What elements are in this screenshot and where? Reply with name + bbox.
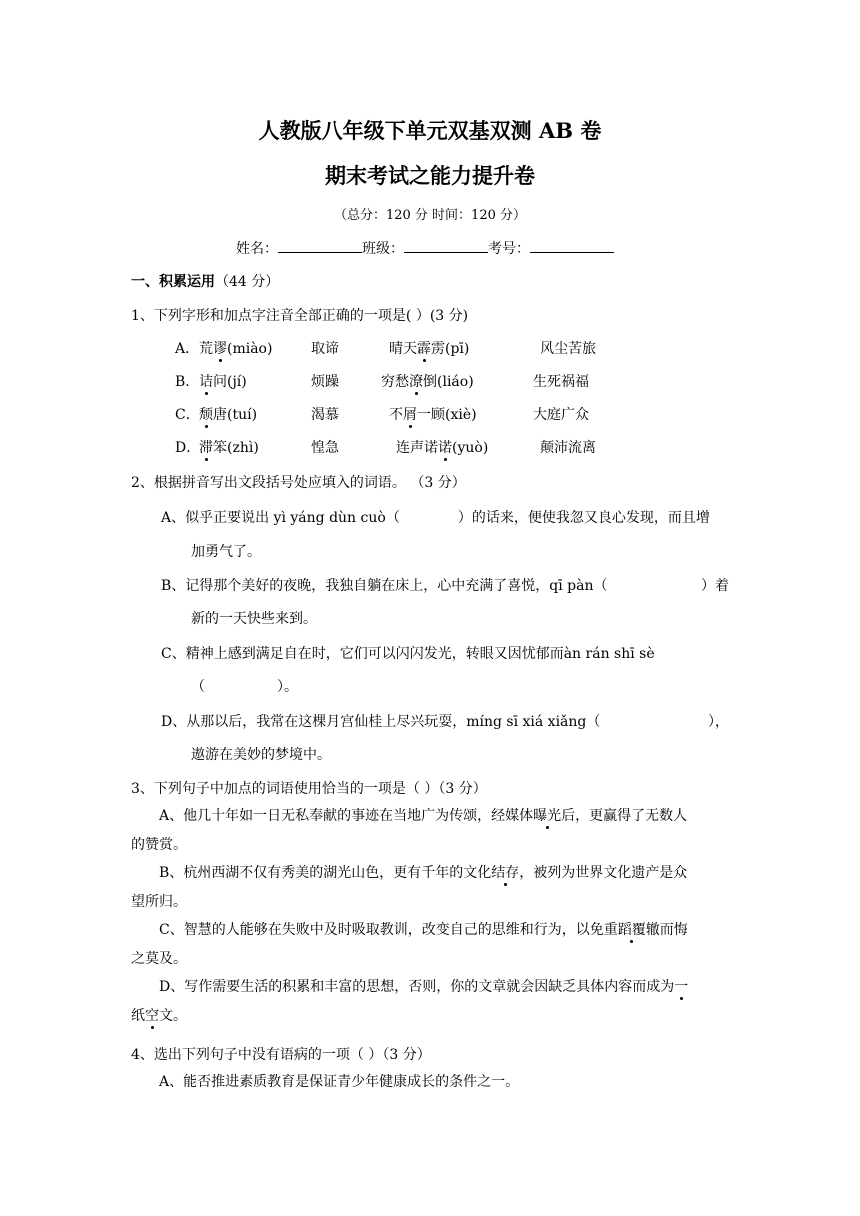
- exam-meta: （总分：120 分 时间：120 分）: [333, 208, 527, 223]
- q3-option-b-line1: B、杭州西湖不仅有秀美的湖光山色，更有千年的文化结存，被列为世界文化遗产是众: [159, 865, 688, 881]
- q3-option-d-line1: D、写作需要生活的积累和丰富的思想，否则，你的文章就会因缺乏具体内容而成为一: [159, 979, 689, 995]
- id-blank[interactable]: [530, 238, 614, 253]
- q3-option-a-line1: A、他几十年如一日无私奉献的事迹在当地广为传颂，经媒体曝光后，更赢得了无数人: [159, 808, 688, 824]
- q4-stem: 4、选出下列句子中没有语病的一项（ ）（3 分）: [131, 1047, 431, 1063]
- name-label: 姓名：: [236, 241, 278, 257]
- q2-option-b-line1: B、记得那个美好的夜晚，我独自躺在床上，心中充满了喜悦，qī pàn（ ）着: [161, 578, 729, 594]
- q2-option-b-line2: 新的一天快些来到。: [191, 611, 317, 627]
- q3-option-a-line2: 的赞赏。: [131, 837, 187, 853]
- q2-option-c-line2: （ ）。: [191, 679, 298, 695]
- exam-subtitle: 期末考试之能力提升卷: [325, 163, 535, 188]
- q3-option-c-line1: C、智慧的人能够在失败中及时吸取教训，改变自己的思维和行为，以免重蹈覆辙而悔: [159, 922, 688, 938]
- q2-stem: 2、根据拼音写出文段括号处应填入的词语。 （3 分）: [131, 475, 466, 491]
- q2-option-d-line1: D、从那以后，我常在这棵月宫仙桂上尽兴玩耍，míng sī xiá xiǎng（ ），: [161, 714, 729, 730]
- q2-option-a-line1: A、似乎正要说出 yì yáng dùn cuò（ ）的话来，便使我忽又良心发现，而且增: [161, 510, 710, 526]
- exam-title: 人教版八年级下单元双基双测 AB 卷: [258, 118, 602, 143]
- q4-option-a: A、能否推进素质教育是保证青少年健康成长的条件之一。: [159, 1074, 520, 1090]
- section-title: 一、积累运用（44 分）: [131, 274, 280, 290]
- q2-option-d-line2: 遨游在美妙的梦境中。: [191, 747, 331, 763]
- class-blank[interactable]: [404, 238, 488, 253]
- name-blank[interactable]: [278, 238, 362, 253]
- q3-option-c-line2: 之莫及。: [131, 951, 187, 967]
- class-label: 班级：: [362, 241, 404, 257]
- q3-option-d-line2: 纸空文。: [131, 1008, 187, 1024]
- q2-option-a-line2: 加勇气了。: [191, 544, 261, 560]
- q1-stem: 1、下列字形和加点字注音全部正确的一项是( ）(3 分): [131, 308, 469, 324]
- student-info-row: [236, 238, 614, 258]
- q3-option-b-line2: 望所归。: [131, 894, 187, 910]
- q2-option-c-line1: C、精神上感到满足自在时，它们可以闪闪发光，转眼又因忧郁而àn rán shī sè: [161, 646, 655, 662]
- id-label: 考号：: [488, 241, 530, 257]
- q3-stem: 3、下列句子中加点的词语使用恰当的一项是（ ）（3 分）: [131, 781, 487, 797]
- exam-page: 人教版八年级下单元双基双测 AB 卷 期末考试之能力提升卷 （总分：120 分 时间：120 分） 姓名： 班级： 考号： 一、积累运用（44 分） 1、下列字形和加点字注音全部正确的一项是( ）(3 分) A． 荒谬(miào) 取谛 晴天霹雳(pī) 风尘苦旅 B． 诘问(jí) 烦躁 穷愁潦倒(liáo) 生死祸福 C． 颓唐(tuí) 渴慕 不屑一顾(xiè) 大庭广众 D． 滞笨(zhì) 惶急 连声诺诺(yuò) 颠沛流离 2、根据拼音写出文段括号处应填入的词语。 （3 分） A、似乎正要说出 yì yáng dùn cuò（ ）的话来，便使我忽又良心发现，而且增 加勇气了。 B、记得那个美好的夜晚，我独自躺在床上，心中充满了喜悦，qī pàn（ ）着 新的一天快些来到。 C、精神上感到满足自在时，它们可以闪闪发光，转眼又因忧郁而àn rán shī sè （ ）。 D、从那以后，我常在这棵月宫仙桂上尽兴玩耍，míng sī xiá xiǎng（ ）， 遨游在美妙的梦境中。 3、下列句子中加点的词语使用恰当的一项是（ ）（3 分） A、他几十年如一日无私奉献的事迹在当地广为传颂，经媒体曝光后，更赢得了无数人 的赞赏。 B、杭州西湖不仅有秀美的湖光山色，更有千年的文化结存，被列为世界文化遗产是众 望所归。 C、智慧的人能够在失败中及时吸取教训，改变自己的思维和行为，以免重蹈覆辙而悔 之莫及。 D、写作需要生活的积累和丰富的思想，否则，你的文章就会因缺乏具体内容而成为一 纸空文。 4、选出下列句子中没有语病的一项（ ）（3 分） A、能否推进素质教育是保证青少年健康成长的条件之一。: [0, 0, 860, 1216]
